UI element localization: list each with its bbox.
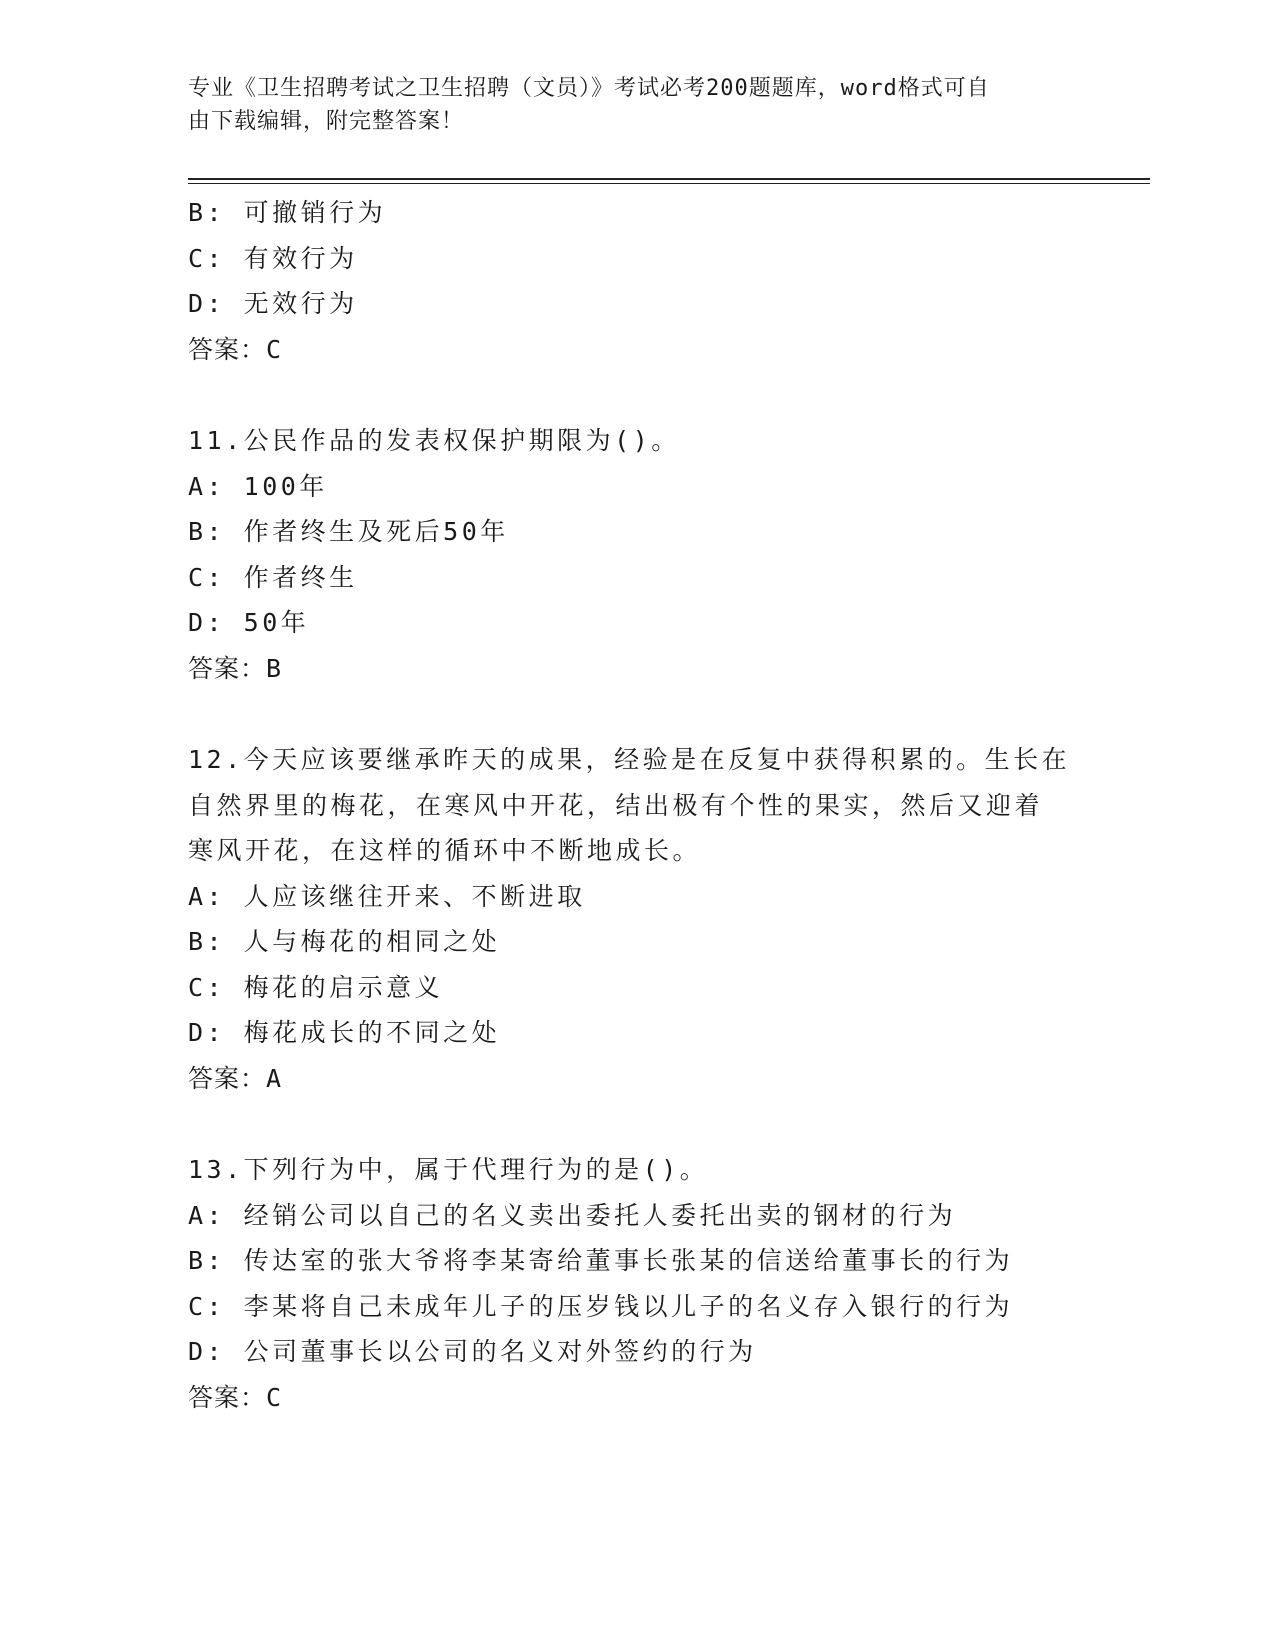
option-d: D: 梅花成长的不同之处 [188,1018,501,1047]
option-a: A: 人应该继往开来、不断进取 [188,881,586,911]
option-c: C: 作者终生 [188,562,358,592]
option-a: A: 经销公司以自己的名义卖出委托人委托出卖的钢材的行为 [188,1200,957,1230]
option-b: B: 传达室的张大爷将李某寄给董事长张某的信送给董事长的行为 [188,1246,1014,1275]
option-c: C: 梅花的启示意义 [188,972,444,1002]
header-divider [188,178,1150,180]
option-d: D: 公司董事长以公司的名义对外签约的行为 [188,1337,757,1366]
option-b: B: 可撤销行为 [188,198,387,227]
question-spacer [188,691,1088,737]
question-stem: 12.今天应该要继承昨天的成果，经验是在反复中获得积累的。生长在 [188,745,1071,774]
header-line: 专业《卫生招聘考试之卫生招聘（文员）》考试必考200题题库，word格式可自 [188,76,990,101]
answer-line: 答案：B [188,653,283,683]
header-divider [188,183,1150,184]
question-spacer [188,372,1088,418]
option-b: B: 作者终生及死后50年 [188,517,509,546]
question-block [188,737,1088,1101]
question-list [188,190,1088,1420]
question-stem: 13.下列行为中，属于代理行为的是()。 [188,1155,709,1184]
option-c: C: 李某将自己未成年儿子的压岁钱以儿子的名义存入银行的行为 [188,1291,1014,1321]
question-stem: 11.公民作品的发表权保护期限为()。 [188,426,680,455]
question-stem: 自然界里的梅花，在寒风中开花，结出极有个性的果实，然后又迎着 [188,790,1044,820]
answer-line: 答案：C [188,334,283,364]
option-d: D: 50年 [188,608,310,637]
header-line: 由下载编辑，附完整答案！ [188,109,465,134]
document-header [188,72,1068,138]
question-block [188,190,1088,372]
question-block [188,1147,1088,1420]
option-b: B: 人与梅花的相同之处 [188,927,501,956]
answer-line: 答案：C [188,1382,283,1412]
answer-line: 答案：A [188,1063,283,1093]
option-d: D: 无效行为 [188,289,358,318]
question-stem: 寒风开花，在这样的循环中不断地成长。 [188,836,702,865]
question-block [188,418,1088,691]
question-spacer [188,1101,1088,1147]
option-c: C: 有效行为 [188,243,358,273]
option-a: A: 100年 [188,471,328,501]
